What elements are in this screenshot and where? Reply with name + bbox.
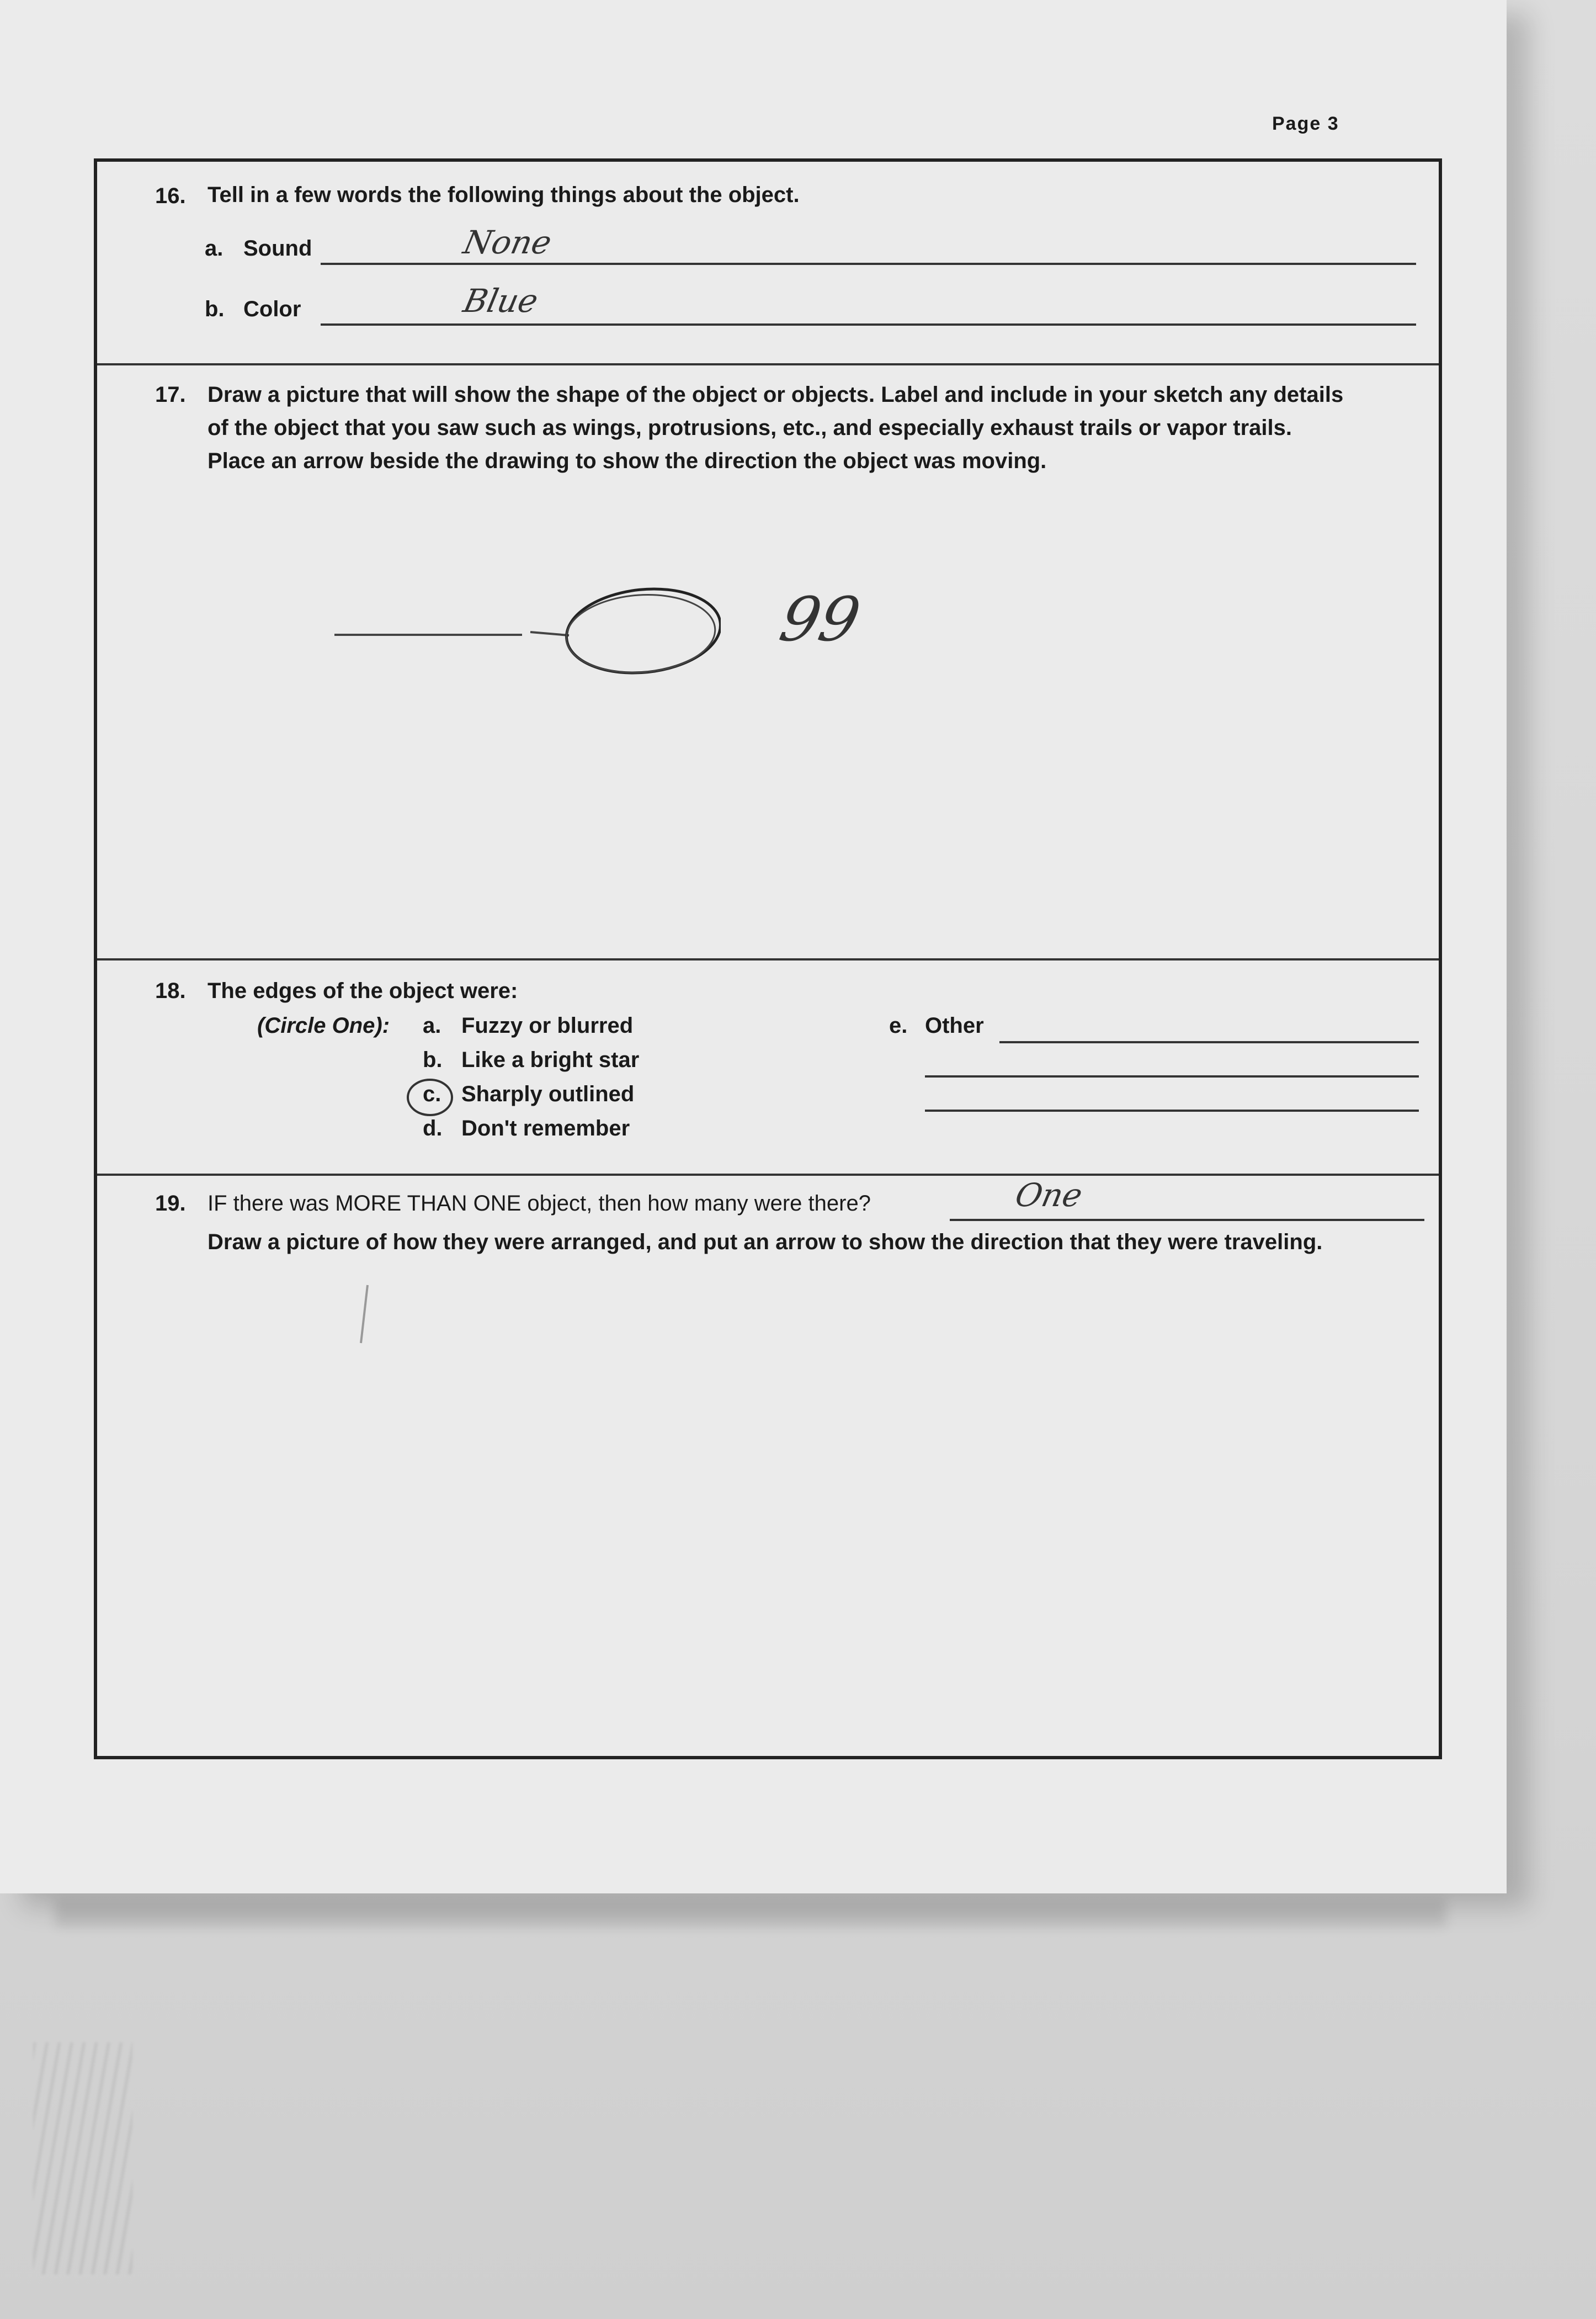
q16-sound-answer: None	[460, 224, 555, 261]
q18-number: 18.	[155, 979, 186, 1003]
q16-color-prefix: b.	[205, 297, 225, 321]
q16-sound-line	[321, 263, 1416, 265]
q19-text: IF there was MORE THAN ONE object, then how many were there?	[208, 1191, 871, 1216]
page-shadow	[55, 1899, 1446, 1927]
sketch-note: 99	[774, 584, 866, 655]
object-sketch	[334, 581, 721, 692]
q18-option-c-prefix: c.	[423, 1082, 441, 1106]
divider-16-17	[97, 363, 1439, 365]
q19-answer: One	[1012, 1176, 1086, 1214]
scan-smudge	[33, 2042, 132, 2274]
divider-17-18	[97, 958, 1439, 960]
page-number: Page 3	[1272, 113, 1339, 134]
form-box	[94, 158, 1442, 1759]
q18-option-c-label: Sharply outlined	[461, 1082, 635, 1106]
q16-text: Tell in a few words the following things about the object.	[208, 183, 800, 207]
stray-mark	[357, 1282, 373, 1349]
q18-other-line-3	[925, 1110, 1419, 1112]
q18-other-line-2	[925, 1075, 1419, 1078]
q18-option-d-prefix: d.	[423, 1116, 443, 1140]
q19-number: 19.	[155, 1191, 186, 1216]
q18-option-a-label: Fuzzy or blurred	[461, 1013, 634, 1038]
q18-option-d-label: Don't remember	[461, 1116, 630, 1140]
q18-other-label: Other	[925, 1013, 984, 1038]
q18-other-line-1	[999, 1041, 1419, 1043]
q16-sound-prefix: a.	[205, 236, 224, 261]
q18-other-prefix: e.	[889, 1013, 908, 1038]
q18-option-b-prefix: b.	[423, 1048, 443, 1072]
q17-line2: of the object that you saw such as wings, protrusions, etc., and especially exhaust trails or vapor trails.	[208, 416, 1292, 440]
q16-color-label: Color	[243, 297, 301, 321]
q18-instruction: (Circle One):	[257, 1013, 390, 1038]
q16-sound-label: Sound	[243, 236, 312, 261]
q19-answer-line	[950, 1219, 1424, 1221]
q19-line2: Draw a picture of how they were arranged, and put an arrow to show the direction that they were traveling.	[208, 1230, 1323, 1254]
q18-option-b-label: Like a bright star	[461, 1048, 640, 1072]
q18-option-a-prefix: a.	[423, 1013, 441, 1038]
q18-text: The edges of the object were:	[208, 979, 518, 1003]
divider-18-19	[97, 1174, 1439, 1176]
q16-color-answer: Blue	[460, 282, 542, 320]
q17-line3: Place an arrow beside the drawing to show the direction the object was moving.	[208, 449, 1047, 473]
q17-line1: Draw a picture that will show the shape of the object or objects. Label and include in your sketch any details	[208, 383, 1344, 407]
q17-number: 17.	[155, 383, 186, 407]
q16-color-line	[321, 323, 1416, 326]
q16-number: 16.	[155, 184, 186, 208]
